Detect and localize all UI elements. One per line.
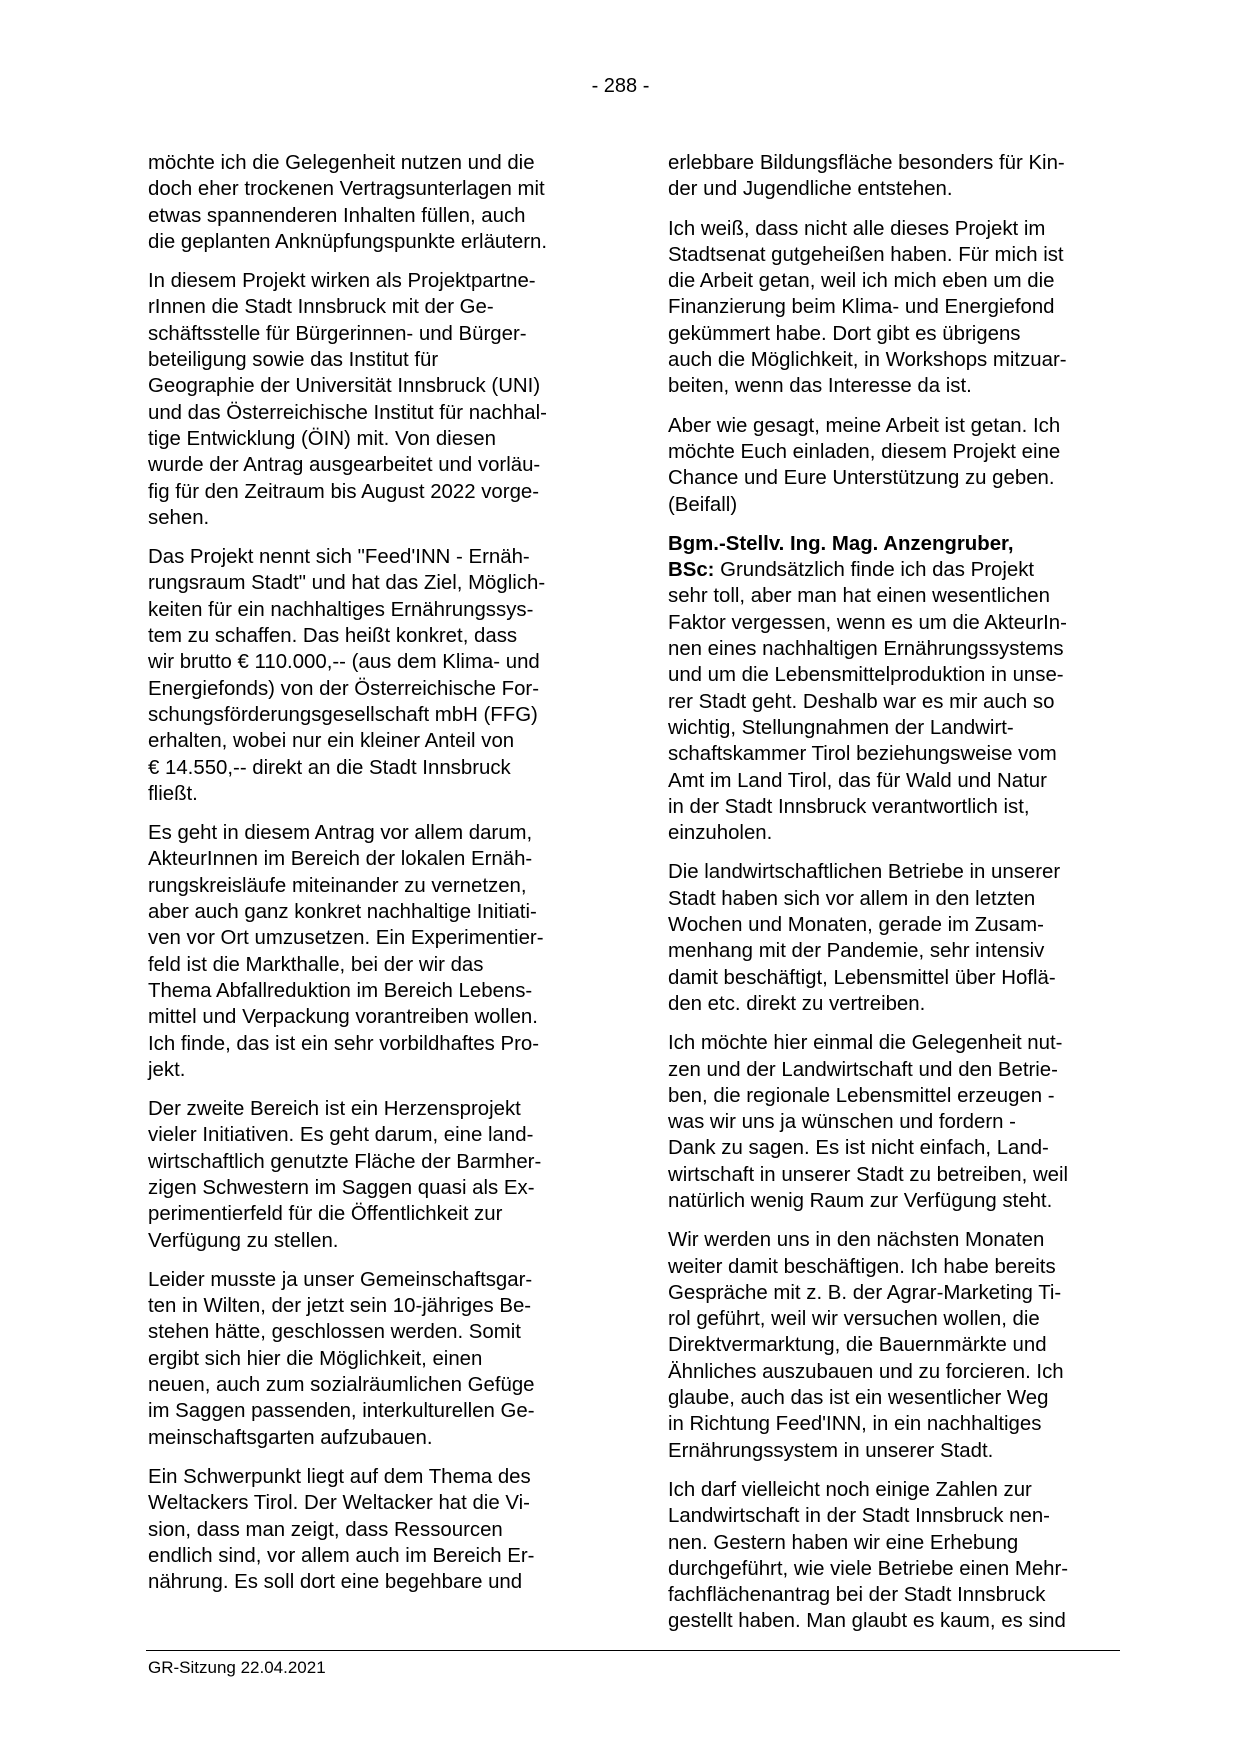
paragraph: Leider musste ja unser Gemeinschaftsgar- ten in Wilten, der jetzt sein 10-jähriges Be- stehen hätte, geschlossen werden. Somit ergibt sich hier die Möglichkeit, einen neuen, auch zum sozialräumlichen Gefüge im Saggen passenden, interkulturellen Ge- meinschaftsgarten aufzubauen. [148, 1268, 535, 1449]
paragraph: Ein Schwerpunkt liegt auf dem Thema des Weltackers Tirol. Der Weltacker hat die Vi- sion, dass man zeigt, dass Ressourcen endlich sind, vor allem auch im Bereich Er- nährung. Es soll dort eine begehbare und [148, 1465, 535, 1594]
paragraph: Wir werden uns in den nächsten Monaten weiter damit beschäftigen. Ich habe bereits Gespräche mit z. B. der Agrar-Marketing Ti- rol geführt, weil wir versuchen wollen, die Direktvermarktung, die Bauernmärkte und Ähnliches auszubauen und zu forcieren. Ich glaube, auch das ist ein wesentlicher Weg in Richtung Feed'INN, in ein nachhaltiges Ernährungssystem in unserer Stadt. [668, 1229, 1064, 1462]
paragraph: Aber wie gesagt, meine Arbeit ist getan. Ich möchte Euch einladen, diesem Projekt eine Chance und Eure Unterstützung zu geben. (Beifall) [668, 414, 1061, 516]
paragraph: Ich weiß, dass nicht alle dieses Projekt im Stadtsenat gutgeheißen haben. Für mich ist die Arbeit getan, weil ich mich eben um die Finanzierung beim Klima- und Energiefond gekümmert habe. Dort gibt es übrigens auch die Möglichkeit, in Workshops mitzuar- beiten, wenn das Interesse da ist. [668, 217, 1067, 398]
left-column [148, 150, 593, 1608]
right-column [668, 150, 1113, 1648]
footer-divider [146, 1650, 1120, 1651]
speaker-paragraph: Bgm.-Stellv. Ing. Mag. Anzengruber, BSc: Grundsätzlich finde ich das Projekt sehr toll, aber man hat einen wesentlichen Faktor vergessen, wenn es um die AkteurIn- nen eines nachhaltigen Ernährungssystems und um die Lebensmittelproduktion in unse- rer Stadt geht. Deshalb war es mir auch so wichtig, Stellungnahmen der Landwirt- schaftskammer Tirol beziehungsweise vom Amt im Land Tirol, das für Wald und Natur in der Stadt Innsbruck verantwortlich ist, einzuholen. [668, 532, 1067, 845]
speaker-name-suffix: BSc: [668, 559, 715, 582]
paragraph: In diesem Projekt wirken als Projektpartne- rInnen die Stadt Innsbruck mit der Ge- schäftsstelle für Bürgerinnen- und Bürger- beteiligung sowie das Institut für Geographie der Universität Innsbruck (UNI) und das Österreichische Institut für nachhal- tige Entwicklung (ÖIN) mit. Von diesen wurde der Antrag ausgearbeitet und vorläu- fig für den Zeitraum bis August 2022 vorge- sehen. [148, 270, 547, 529]
paragraph: Die landwirtschaftlichen Betriebe in unserer Stadt haben sich vor allem in den letzten Wochen und Monaten, gerade im Zusam- menhang mit der Pandemie, sehr intensiv damit beschäftigt, Lebensmittel über Hoflä- den etc. direkt zu vertreiben. [668, 861, 1061, 1015]
paragraph: Es geht in diesem Antrag vor allem darum, AkteurInnen im Bereich der lokalen Ernäh- rungskreisläufe miteinander zu vernetzen, aber auch ganz konkret nachhaltige Initiati- ven vor Ort umzusetzen. Ein Experimentier- feld ist die Markthalle, bei der wir das Thema Abfallreduktion im Bereich Lebens- mittel und Verpackung vorantreiben wollen. Ich finde, das ist ein sehr vorbildhaftes Pro- jekt. [148, 822, 544, 1081]
paragraph: Ich darf vielleicht noch einige Zahlen zur Landwirtschaft in der Stadt Innsbruck nen- nen. Gestern haben wir eine Erhebung durchgeführt, wie viele Betriebe einen Mehr- fachflächenantrag bei der Stadt Innsbruck gestellt haben. Man glaubt es kaum, es sind [668, 1478, 1069, 1633]
paragraph: erlebbare Bildungsfläche besonders für Kin- der und Jugendliche entstehen. [668, 152, 1065, 201]
paragraph: Das Projekt nennt sich "Feed'INN - Ernäh- rungsraum Stadt" und hat das Ziel, Möglich- keiten für ein nachhaltiges Ernährungssys- tem zu schaffen. Das heißt konkret, dass wir brutto € 110.000,-- (aus dem Klima- und Energiefonds) von der Österreichische For- schungsförderungsgesellschaft mbH (FFG) erhalten, wobei nur ein kleiner Anteil von € 14.550,-- direkt an die Stadt Innsbruck fließt. [148, 546, 546, 805]
speaker-name: Bgm.-Stellv. Ing. Mag. Anzengruber, [668, 532, 1014, 555]
paragraph: Der zweite Bereich ist ein Herzensprojekt vieler Initiativen. Es geht darum, eine land- wirtschaftlich genutzte Fläche der Barmher- zigen Schwestern im Saggen quasi als Ex- perimentierfeld für die Öffentlichkeit zur Verfügung zu stellen. [148, 1098, 542, 1252]
page-number: - 288 - [591, 75, 650, 97]
paragraph: Ich möchte hier einmal die Gelegenheit nut- zen und der Landwirtschaft und den Betrie- ben, die regionale Lebensmittel erzeugen - was wir uns ja wünschen und fordern - Dank zu sagen. Es ist nicht einfach, Land- wirtschaft in unserer Stadt zu betreiben, weil natürlich wenig Raum zur Verfügung steht. [668, 1032, 1069, 1212]
footer-text: GR-Sitzung 22.04.2021 [148, 1658, 326, 1677]
paragraph: möchte ich die Gelegenheit nutzen und die doch eher trockenen Vertragsunterlagen mit etwas spannenderen Inhalten füllen, auch die geplanten Anknüpfungspunkte erläutern. [148, 152, 548, 253]
